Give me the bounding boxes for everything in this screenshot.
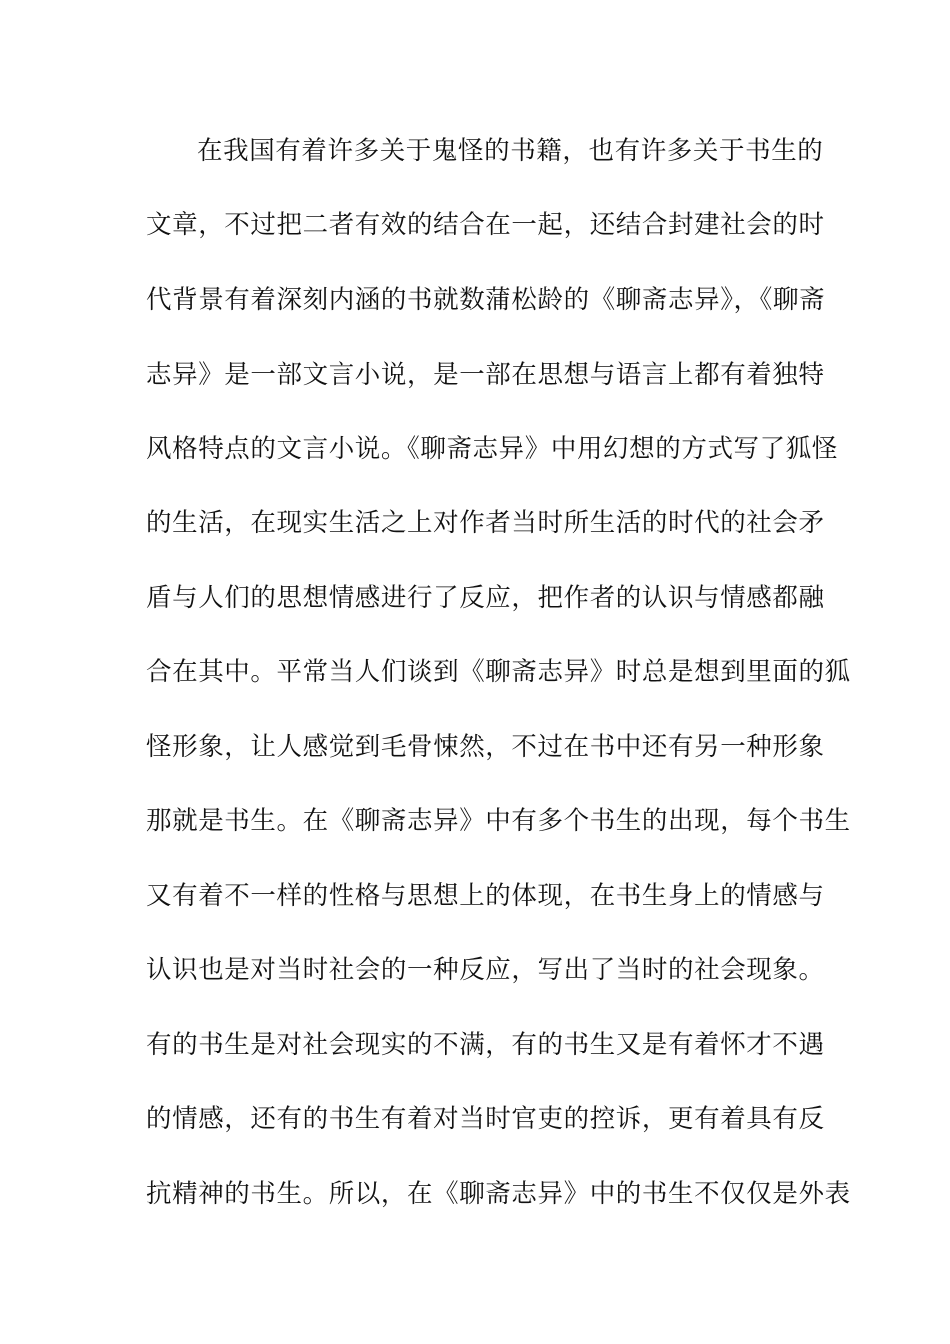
text-line-4: 志异》是一部文言小说，是一部在思想与语言上都有着独特 bbox=[146, 360, 825, 390]
text-line-6: 的生活，在现实生活之上对作者当时所生活的时代的社会矛 bbox=[146, 508, 825, 538]
text-line-8: 合在其中。平常当人们谈到《聊斋志异》时总是想到里面的狐 bbox=[146, 657, 851, 687]
text-line-11: 又有着不一样的性格与思想上的体现，在书生身上的情感与 bbox=[146, 881, 825, 911]
text-line-10: 那就是书生。在《聊斋志异》中有多个书生的出现，每个书生 bbox=[146, 806, 851, 836]
text-line-7: 盾与人们的思想情感进行了反应，把作者的认识与情感都融 bbox=[146, 583, 825, 613]
text-line-12: 认识也是对当时社会的一种反应，写出了当时的社会现象。 bbox=[146, 955, 825, 985]
text-line-13: 有的书生是对社会现实的不满，有的书生又是有着怀才不遇 bbox=[146, 1030, 825, 1060]
text-line-3: 代背景有着深刻内涵的书就数蒲松龄的《聊斋志异》，《聊斋 bbox=[146, 285, 826, 315]
text-line-14: 的情感，还有的书生有着对当时官吏的控诉，更有着具有反 bbox=[146, 1104, 825, 1134]
text-line-5: 风格特点的文言小说。《聊斋志异》中用幻想的方式写了狐怪 bbox=[146, 434, 838, 464]
text-line-2: 文章，不过把二者有效的结合在一起，还结合封建社会的时 bbox=[146, 210, 825, 240]
text-line-15: 抗精神的书生。所以，在《聊斋志异》中的书生不仅仅是外表 bbox=[146, 1179, 851, 1209]
text-line-9: 怪形象，让人感觉到毛骨悚然，不过在书中还有另一种形象 bbox=[146, 732, 825, 762]
text-line-1: 在我国有着许多关于鬼怪的书籍，也有许多关于书生的 bbox=[197, 136, 824, 166]
